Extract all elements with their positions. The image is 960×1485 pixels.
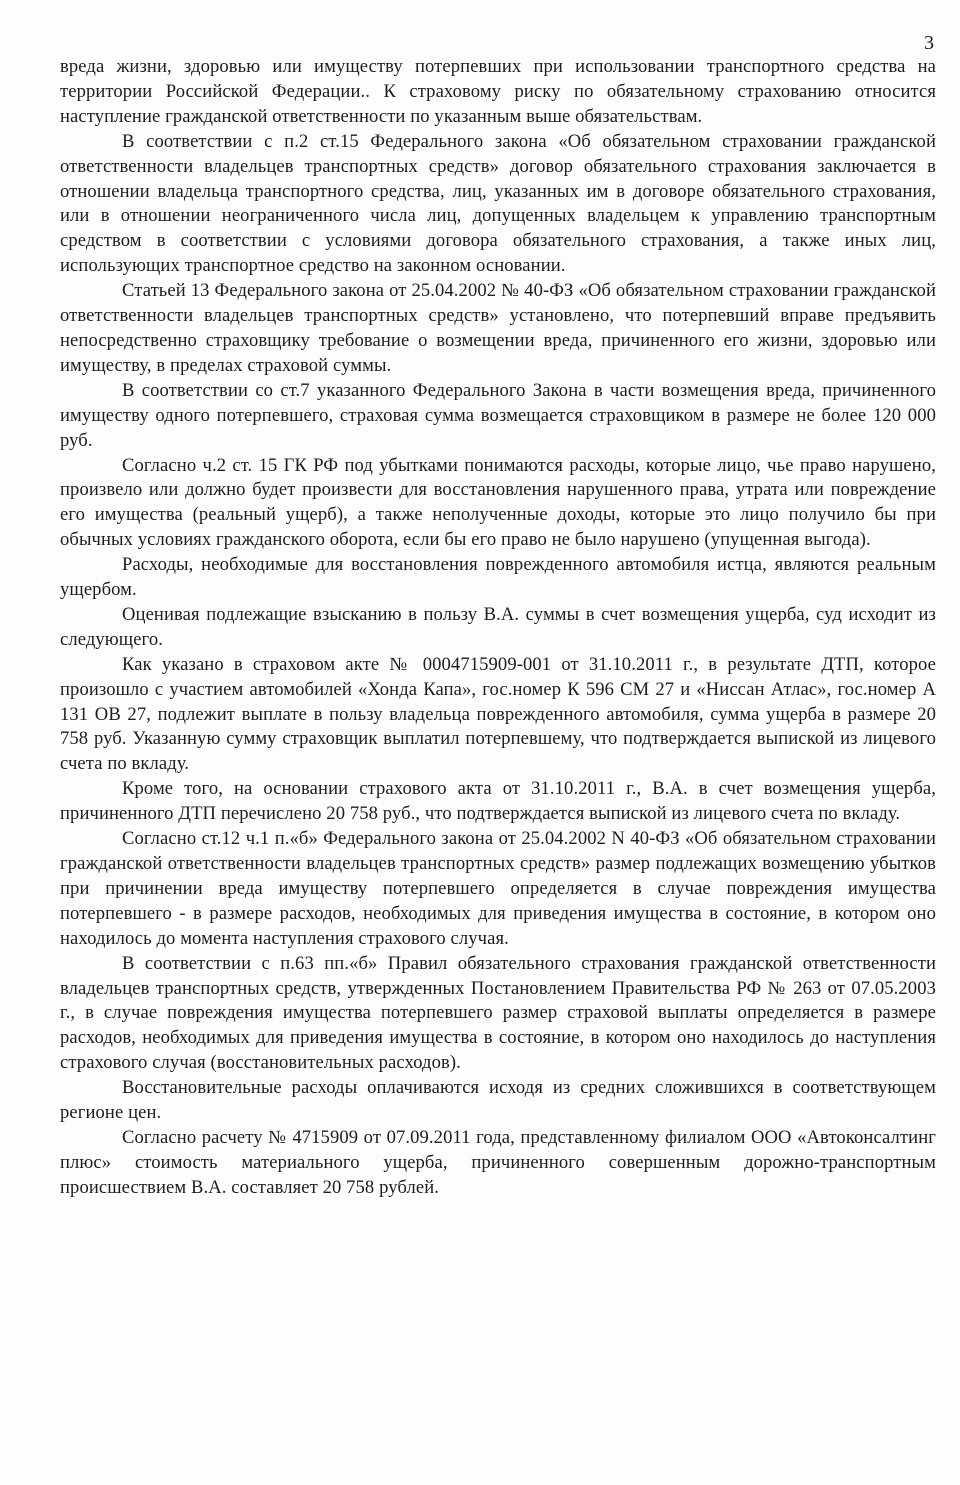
paragraph-continuation: вреда жизни, здоровью или имуществу потерпевших при использовании транспортного средства на территории Российской Федерации.. К страховому риску по обязательному страхованию относится наступление гражданской ответственности по указанным выше обязательствам. <box>60 56 936 127</box>
paragraph-restoration-costs: Восстановительные расходы оплачиваются исходя из средних сложившихся в соответствующем регионе цен. <box>60 1077 936 1124</box>
paragraph-assessment: Оценивая подлежащие взысканию в пользу В.А. суммы в счет возмещения ущерба, суд исходит из следующего. <box>60 603 936 650</box>
paragraph-calculation: Согласно расчету № 4715909 от 07.09.2011 года, представленному филиалом ООО «Автоконсалтинг плюс» стоимость материального ущерба, причиненного совершенным дорожно-транспортным происшествием В.А. составляет 20 758 рублей. <box>60 1126 936 1198</box>
paragraph-civil-code-losses: Согласно ч.2 ст. 15 ГК РФ под убытками понимаются расходы, которые лицо, чье право нарушено, произвело или должно будет произвести для восстановления нарушенного права, утрата или повреждение его имущества (реальный ущерб), а также неполученные доходы, которые это лицо получило бы при обычных условиях гражданского оборота, если бы его право не было нарушено (упущенная выгода). <box>60 454 936 551</box>
paragraph-article-7: В соответствии со ст.7 указанного Федерального Закона в части возмещения вреда, причиненного имуществу одного потерпевшего, страховая сумма возмещается страховщиком в размере не более 120 000 руб. <box>60 379 936 451</box>
paragraph-article-13: Статьей 13 Федерального закона от 25.04.2002 № 40-ФЗ «Об обязательном страховании гражданской ответственности владельцев транспортных средств» установлено, что потерпевший вправе предъявить непосредственно страховщику требование о возмещении вреда, причиненного его жизни, здоровью или имуществу, в пределах страховой суммы. <box>60 280 936 376</box>
document-body <box>60 55 936 1201</box>
paragraph-payment-transfer: Кроме того, на основании страхового акта от 31.10.2011 г., В.А. в счет возмещения ущерба, причиненного ДТП перечислено 20 758 руб., что подтверждается выпиской из лицевого счета по вкладу. <box>60 778 936 825</box>
paragraph-article-12: Согласно ст.12 ч.1 п.«б» Федерального закона от 25.04.2002 N 40-ФЗ «Об обязательном страховании гражданской ответственности владельцев транспортных средств» размер подлежащих возмещению убытков при причинении вреда имуществу потерпевшего определяется в случае повреждения имущества потерпевшего - в размере расходов, необходимых для приведения имущества в состояние, в котором оно находилось до момента наступления страхового случая. <box>60 828 936 949</box>
paragraph-real-damage: Расходы, необходимые для восстановления поврежденного автомобиля истца, являются реальным ущербом. <box>60 554 936 601</box>
paragraph-insurance-contract: В соответствии с п.2 ст.15 Федерального закона «Об обязательном страховании гражданской ответственности владельцев транспортных средств» договор обязательного страхования заключается в отношении владельца транспортного средства, лиц, указанных им в договоре обязательного страхования, или в отношении неограниченного числа лиц, допущенных владельцем к управлению транспортным средством в соответствии с условиями договора обязательного страхования, а также иных лиц, использующих транспортное средство на законном основании. <box>60 130 936 277</box>
page-number: 3 <box>924 32 934 54</box>
paragraph-insurance-act: Как указано в страховом акте № 0004715909-001 от 31.10.2011 г., в результате ДТП, которое произошло с участием автомобилей «Хонда Капа», гос.номер К 596 СМ 27 и «Ниссан Атлас», гос.номер А 131 ОВ 27, подлежит выплате в пользу владельца поврежденного автомобиля, сумма ущерба в размере 20 758 руб. Указанную сумму страховщик выплатил потерпевшему, что подтверждается выпиской из лицевого счета по вкладу. <box>60 653 936 775</box>
paragraph-rules-63: В соответствии с п.63 пп.«б» Правил обязательного страхования гражданской ответственности владельцев транспортных средств, утвержденных Постановлением Правительства РФ № 263 от 07.05.2003 г., в случае повреждения имущества потерпевшего размер страховой выплаты определяется в размере расходов, необходимых для приведения имущества в состояние, в котором оно находилось до наступления страхового случая (восстановительных расходов). <box>60 952 936 1074</box>
